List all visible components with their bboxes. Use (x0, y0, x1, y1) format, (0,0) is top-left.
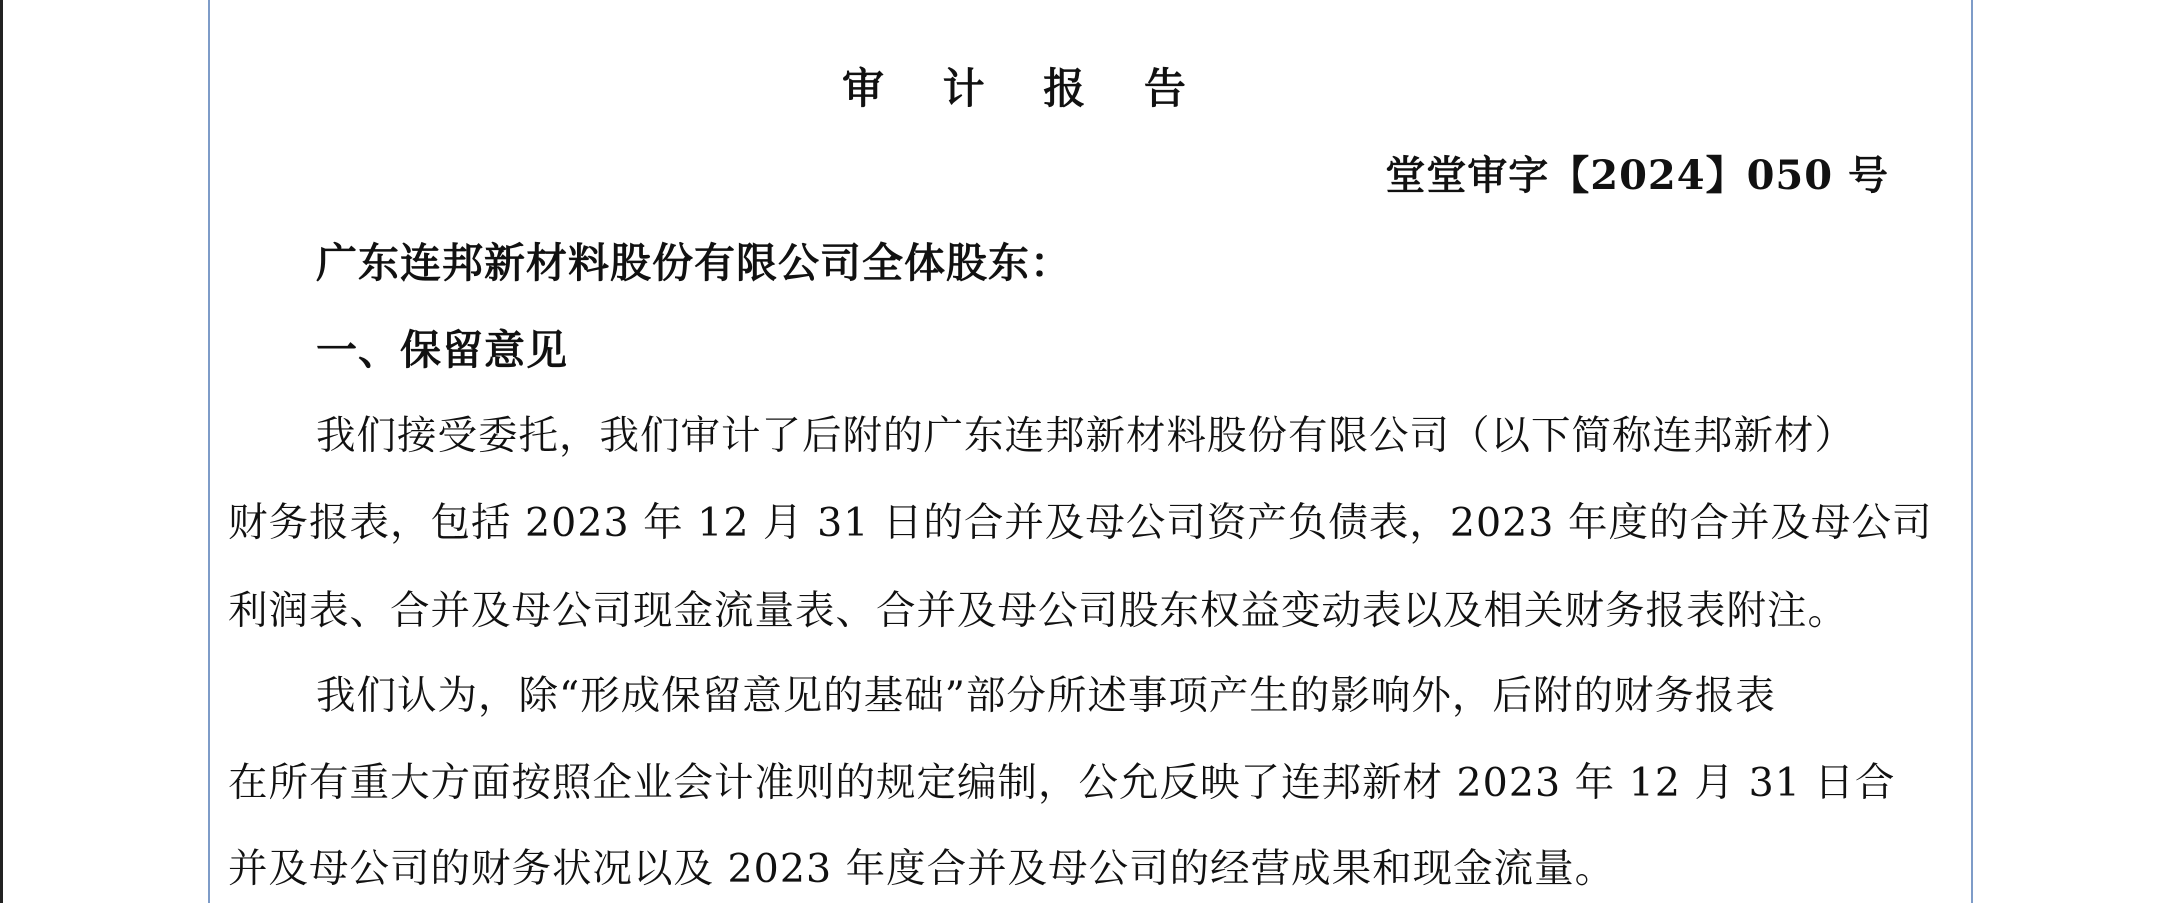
paragraph2-line: 在所有重大方面按照企业会计准则的规定编制，公允反映了连邦新材 2023 年 12 月 31 日合 (228, 760, 1896, 806)
paragraph2-line: 并及母公司的财务状况以及 2023 年度合并及母公司的经营成果和现金流量。 (228, 846, 1616, 892)
report-number: 堂堂审字【2024】050 号 (1385, 152, 1889, 199)
addressee-line: 广东连邦新材料股份有限公司全体股东： (316, 239, 1072, 287)
report-title: 审 计 报 告 (842, 64, 1208, 113)
paragraph1-line: 利润表、合并及母公司现金流量表、合并及母公司股东权益变动表以及相关财务报表附注。 (228, 588, 1848, 634)
paragraph1-line: 财务报表，包括 2023 年 12 月 31 日的合并及母公司资产负债表，2023 年度的合并及母公司 (228, 500, 1933, 546)
section-heading-qualified-opinion: 一、保留意见 (316, 326, 568, 374)
window-edge-line (0, 0, 3, 903)
paragraph1-line: 我们接受委托，我们审计了后附的广东连邦新材料股份有限公司（以下简称连邦新材） (316, 413, 1855, 459)
paragraph2-line: 我们认为，除“形成保留意见的基础”部分所述事项产生的影响外，后附的财务报表 (316, 673, 1776, 719)
